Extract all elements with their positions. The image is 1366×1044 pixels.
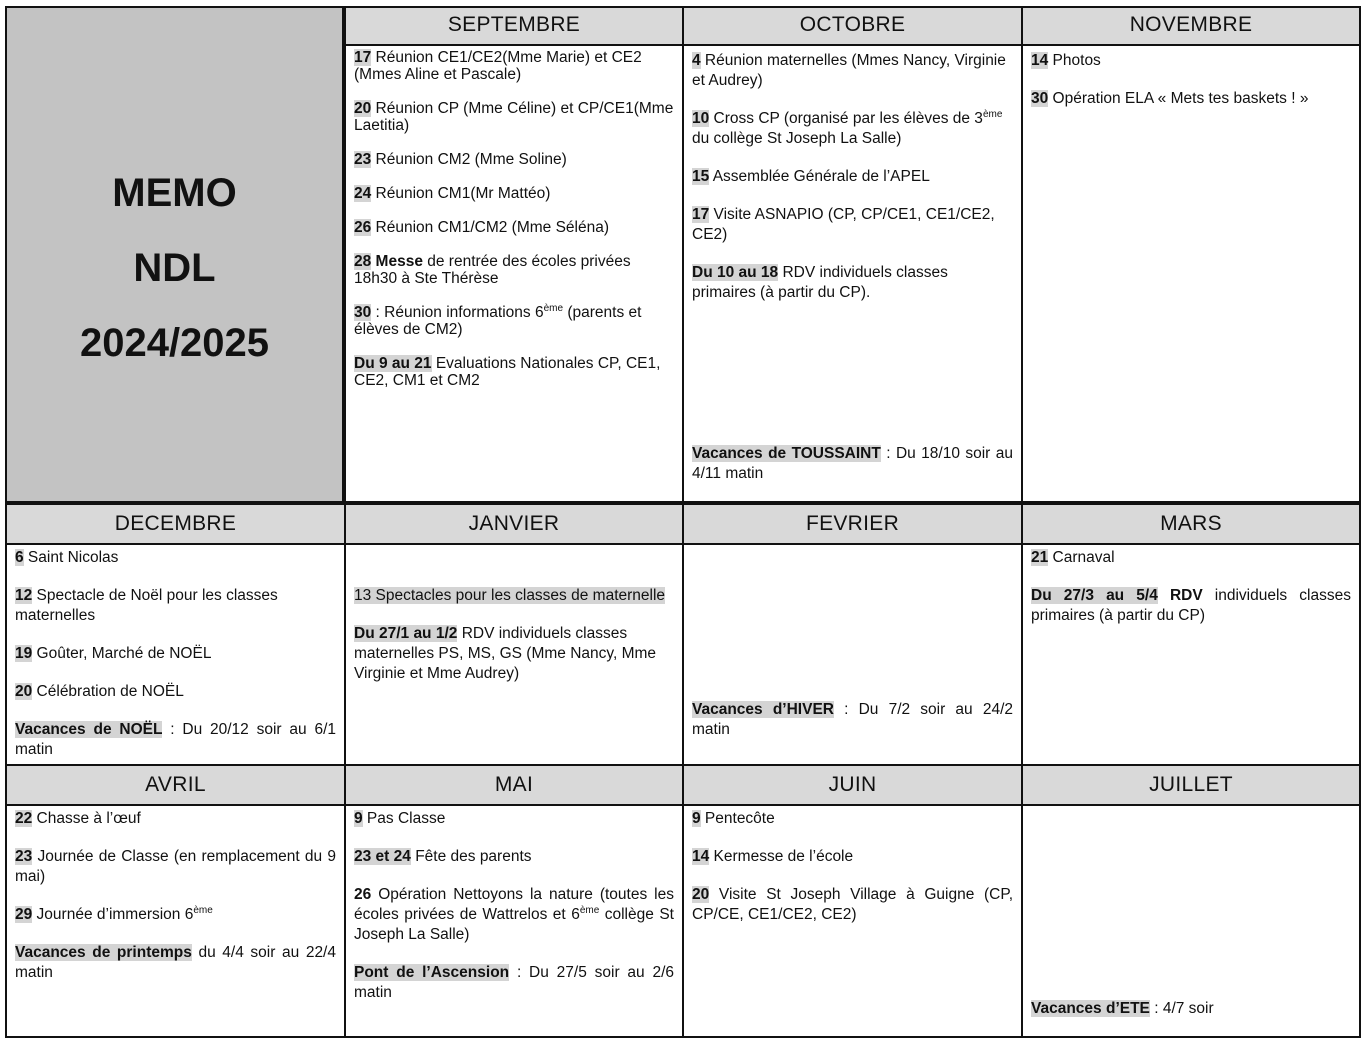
event-juin-9: 9 Pentecôte	[692, 810, 775, 827]
event-dec-19: 19 Goûter, Marché de NOËL	[15, 645, 212, 662]
title-line-1: MEMO	[112, 171, 237, 215]
month-header-juin: JUIN	[682, 764, 1023, 806]
event-nov-14: 14 Photos	[1031, 52, 1101, 69]
month-header-mai: MAI	[344, 764, 684, 806]
event-dec-20: 20 Célébration de NOËL	[15, 683, 184, 700]
month-header-mars: MARS	[1021, 503, 1361, 545]
event-juin-14: 14 Kermesse de l’école	[692, 848, 854, 865]
month-header-avril: AVRIL	[5, 764, 346, 806]
cell-novembre	[1021, 44, 1361, 503]
month-header-novembre: NOVEMBRE	[1021, 6, 1361, 46]
month-header-octobre: OCTOBRE	[682, 6, 1023, 46]
cell-janvier	[344, 543, 684, 766]
event-sep-20: 20 Réunion CP (Mme Céline) et CP/CE1(Mme Laetitia)	[354, 100, 674, 134]
event-oct-17: 17 Visite ASNAPIO (CP, CP/CE1, CE1/CE2, CE2)	[692, 206, 995, 243]
month-header-janvier: JANVIER	[344, 503, 684, 545]
vacances-hiver: Vacances d’HIVER : Du 7/2 soir au 24/2 matin	[692, 701, 1014, 738]
event-nov-30: 30 Opération ELA « Mets tes baskets ! »	[1031, 90, 1309, 107]
event-mars-rdv: Du 27/3 au 5/4 RDV individuels classes primaires (à partir du CP)	[1031, 587, 1351, 624]
event-sep-28: 28 Messe de rentrée des écoles privées 18h30 à Ste Thérèse	[354, 253, 631, 287]
cell-septembre	[344, 44, 684, 503]
month-header-septembre: SEPTEMBRE	[344, 6, 684, 46]
event-sep-17: 17 Réunion CE1/CE2(Mme Marie) et CE2 (Mmes Aline et Pascale)	[354, 49, 642, 83]
memo-title-block	[5, 6, 344, 503]
event-juin-20: 20 Visite St Joseph Village à Guigne (CP, CP/CE, CE1/CE2, CE2)	[692, 886, 1013, 923]
cell-juin	[682, 804, 1023, 1038]
title-line-3: 2024/2025	[79, 321, 270, 365]
vacances-ete: Vacances d’ETE : 4/7 soir	[1031, 1000, 1214, 1017]
event-avr-29: 29 Journée d’immersion 6ème	[15, 904, 213, 923]
event-jan-rdv: Du 27/1 au 1/2 RDV individuels classes maternelles PS, MS, GS (Mme Nancy, Mme Virginie et Mme Audrey)	[354, 625, 657, 682]
event-avr-23: 23 Journée de Classe (en remplacement du 9 mai)	[15, 848, 336, 885]
event-sep-23: 23 Réunion CM2 (Mme Soline)	[354, 151, 567, 168]
cell-mars	[1021, 543, 1361, 766]
event-oct-15: 15 Assemblée Générale de l’APEL	[692, 168, 930, 185]
event-sep-evaluations: Du 9 au 21 Evaluations Nationales CP, CE1, CE2, CM1 et CM2	[354, 355, 661, 389]
month-header-decembre: DECEMBRE	[5, 503, 346, 545]
cell-juillet	[1021, 804, 1361, 1038]
event-mai-23-24: 23 et 24 Fête des parents	[354, 848, 532, 865]
month-header-fevrier: FEVRIER	[682, 503, 1023, 545]
cell-avril	[5, 804, 346, 1038]
title-line-2: NDL	[133, 246, 216, 290]
event-dec-6: 6 Saint Nicolas	[15, 549, 119, 566]
event-sep-24: 24 Réunion CM1(Mr Mattéo)	[354, 185, 551, 202]
vacances-printemps: Vacances de printemps du 4/4 soir au 22/4 matin	[15, 944, 336, 981]
event-oct-rdv: Du 10 au 18 RDV individuels classes primaires (à partir du CP).	[692, 264, 948, 301]
event-mars-21: 21 Carnaval	[1031, 549, 1115, 566]
pont-ascension: Pont de l’Ascension : Du 27/5 soir au 2/6 matin	[354, 964, 675, 1001]
event-oct-4: 4 Réunion maternelles (Mmes Nancy, Virginie et Audrey)	[692, 52, 1006, 89]
event-avr-22: 22 Chasse à l’œuf	[15, 810, 141, 827]
event-mai-9: 9 Pas Classe	[354, 810, 446, 827]
vacances-noel: Vacances de NOËL : Du 20/12 soir au 6/1 matin	[15, 721, 336, 758]
cell-decembre	[5, 543, 346, 766]
event-sep-30: 30 : Réunion informations 6ème (parents et élèves de CM2)	[354, 302, 642, 338]
month-header-juillet: JUILLET	[1021, 764, 1361, 806]
cell-mai	[344, 804, 684, 1038]
event-mai-26: 26 Opération Nettoyons la nature (toutes les écoles privées de Wattrelos et 6ème collège St Joseph La Salle)	[354, 886, 674, 943]
event-sep-26: 26 Réunion CM1/CM2 (Mme Séléna)	[354, 219, 610, 236]
vacances-toussaint: Vacances de TOUSSAINT : Du 18/10 soir au 4/11 matin	[692, 445, 1013, 482]
event-jan-13: 13 Spectacles pour les classes de maternelle	[354, 587, 666, 604]
cell-fevrier	[682, 543, 1023, 766]
event-dec-12: 12 Spectacle de Noël pour les classes maternelles	[15, 587, 278, 624]
cell-octobre	[682, 44, 1023, 503]
event-oct-10: 10 Cross CP (organisé par les élèves de 3ème du collège St Joseph La Salle)	[692, 108, 1003, 147]
